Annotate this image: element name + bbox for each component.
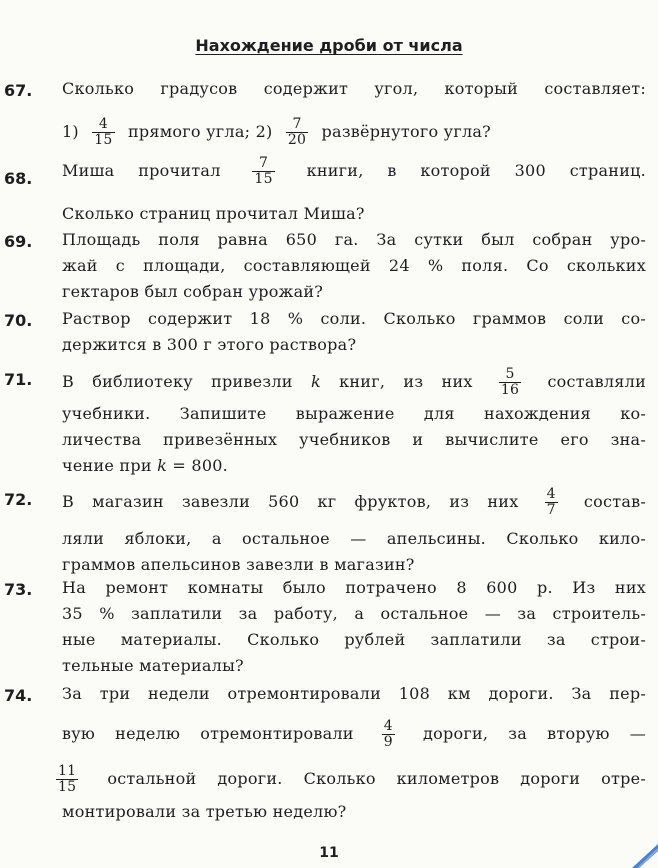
problem-number: 73.	[4, 580, 33, 599]
problem-text-line: учебники. Запишите выражение для нахождения ко-	[62, 404, 646, 423]
problem-text-line: держится в 300 г этого раствора?	[62, 335, 357, 354]
problem-text-line: монтировали за третью неделю?	[62, 802, 347, 821]
problem-number: 74.	[4, 686, 33, 705]
problem-number: 72.	[4, 490, 33, 509]
problem-text-line: За три недели отремонтировали 108 км дороги. За пер-	[62, 684, 646, 703]
problem-text-line: Миша прочитал $\frac{7}{15}$ книги, в которой 300 страниц.	[62, 155, 646, 187]
problem-text-line: Площадь поля равна 650 га. За сутки был собран уро-	[62, 230, 646, 249]
problem-text-line: Сколько градусов содержит угол, который составляет:	[62, 79, 646, 98]
problem-text-line: чение при k = 800.	[62, 456, 229, 475]
fraction: $\frac{4}{15}$	[94, 116, 113, 148]
problem-text-line: $\frac{11}{15}$ остальной дороги. Сколько километров дороги отре-	[58, 763, 646, 795]
problem-text-line: Сколько страниц прочитал Миша?	[62, 204, 365, 223]
problem-text-line: граммов апельсинов завезли в магазин?	[62, 555, 415, 574]
problem-text-line: тельные материалы?	[62, 656, 244, 675]
problem-text-line: В магазин завезли 560 кг фруктов, из них $\frac{4}{7}$ состав-	[62, 486, 647, 518]
fraction: $\frac{5}{16}$	[500, 366, 520, 398]
problem-number: 67.	[4, 81, 33, 100]
problem-number: 68.	[4, 169, 33, 188]
problem-text-line: Раствор содержит 18 % соли. Сколько граммов соли со-	[62, 309, 646, 328]
problem-text-line: ные материалы. Сколько рублей заплатили за строи-	[62, 630, 646, 649]
fraction: $\frac{4}{7}$	[546, 486, 556, 518]
fraction: $\frac{7}{15}$	[254, 155, 273, 187]
problem-text-line: В библиотеку привезли k книг, из них $\frac{5}{16}$ составляли	[62, 366, 646, 398]
problem-number: 71.	[4, 370, 33, 389]
fraction: $\frac{7}{20}$	[287, 116, 307, 148]
page-number: 11	[319, 845, 339, 861]
problem-text-line: гектаров был собран урожай?	[62, 282, 324, 301]
problem-text-line: На ремонт комнаты было потрачено 8 600 р. Из них	[62, 578, 646, 597]
fraction: $\frac{11}{15}$	[58, 763, 77, 795]
problem-text-line: ляли яблоки, а остальное — апельсины. Сколько кило-	[62, 529, 646, 548]
problem-number: 69.	[4, 232, 33, 251]
problem-text-line: личества привезённых учебников и вычислите его зна-	[62, 430, 646, 449]
problem-text-line: вую неделю отремонтировали $\frac{4}{9}$ дороги, за вторую —	[62, 718, 647, 750]
pencil-icon	[608, 818, 658, 868]
fraction: $\frac{4}{9}$	[383, 718, 393, 750]
problem-text-line: жай с площади, составляющей 24 % поля. Со скольких	[62, 256, 646, 275]
page-title: Нахождение дроби от числа	[195, 36, 463, 55]
problem-text-line: 1) $\frac{4}{15}$ прямого угла; 2) $\frac{7}{20}$ развёрнутого угла?	[62, 116, 491, 148]
problem-text-line: 35 % заплатили за работу, а остальное — за строитель-	[62, 604, 646, 623]
problem-number: 70.	[4, 311, 33, 330]
